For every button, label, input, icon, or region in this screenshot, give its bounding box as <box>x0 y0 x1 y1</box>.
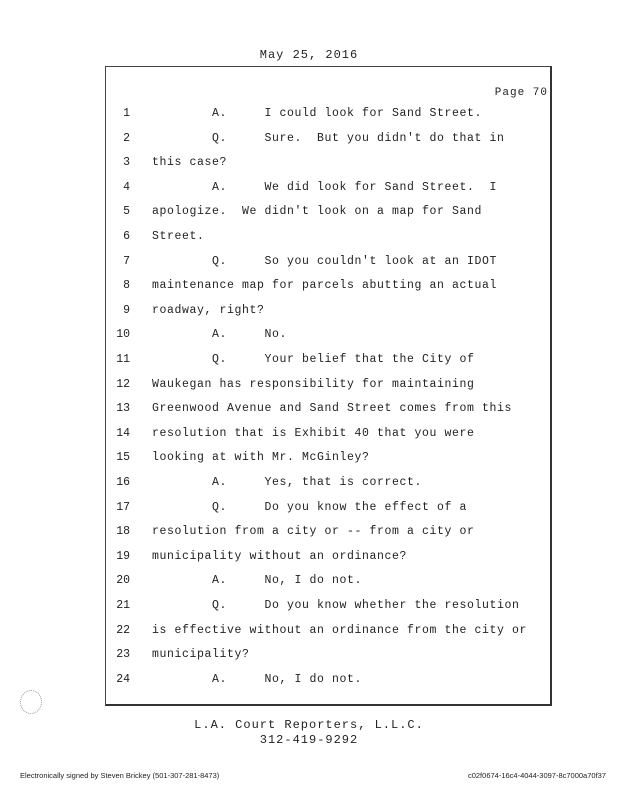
transcript-line <box>0 205 618 225</box>
transcript-line <box>0 230 618 250</box>
transcript-line <box>0 402 618 422</box>
transcript-line <box>0 525 618 545</box>
transcript-line <box>0 648 618 668</box>
transcript-line <box>0 255 618 275</box>
line-text: A. No. <box>152 328 288 342</box>
line-number: 10 <box>116 328 130 342</box>
line-number: 18 <box>116 525 130 539</box>
transcript-line <box>0 107 618 127</box>
line-number: 6 <box>123 230 130 243</box>
line-number: 22 <box>116 623 130 637</box>
transcript-line <box>0 132 618 152</box>
transcript-line <box>0 304 618 324</box>
line-text: roadway, right? <box>152 303 265 317</box>
line-number: 14 <box>116 426 130 440</box>
transcript-line <box>0 156 618 176</box>
transcript-line <box>0 673 618 693</box>
line-number: 17 <box>116 500 130 514</box>
line-number: 2 <box>123 131 130 145</box>
line-text: A. Yes, that is correct. <box>152 476 423 489</box>
line-text: A. I could look for Sand Street. <box>152 107 483 120</box>
line-text: Q. Sure. But you didn't do that in <box>152 131 505 145</box>
line-text: Street. <box>152 230 205 243</box>
line-number: 11 <box>116 353 130 366</box>
line-number: 23 <box>116 648 130 662</box>
line-number: 15 <box>116 451 130 465</box>
transcript-date: May 25, 2016 <box>259 48 359 62</box>
transcript-line <box>0 353 618 373</box>
transcript-line <box>0 279 618 299</box>
line-text: this case? <box>152 156 228 170</box>
line-text: looking at with Mr. McGinley? <box>152 451 370 465</box>
line-text: Waukegan has responsibility for maintaining <box>152 377 475 391</box>
line-text: maintenance map for parcels abutting an actual <box>152 279 498 293</box>
line-text: A. No, I do not. <box>152 574 363 588</box>
line-text: A. We did look for Sand Street. I <box>152 180 498 194</box>
court-reporter-name: L.A. Court Reporters, L.L.C. <box>194 718 424 732</box>
line-number: 16 <box>116 476 130 489</box>
transcript-line <box>0 574 618 594</box>
line-text: municipality without an ordinance? <box>152 549 408 563</box>
line-number: 4 <box>123 180 130 194</box>
line-number: 20 <box>116 574 130 588</box>
transcript-line <box>0 328 618 348</box>
line-number: 13 <box>116 402 130 416</box>
document-hash: c02f0674-16c4-4044-3097-8c7000a70f37 <box>467 771 606 780</box>
line-number: 5 <box>123 205 130 219</box>
transcript-line <box>0 181 618 201</box>
line-text: is effective without an ordinance from the city or <box>152 623 528 637</box>
line-text: Q. Do you know the effect of a <box>152 500 468 514</box>
line-text: Q. Do you know whether the resolution <box>152 599 520 612</box>
line-text: apologize. We didn't look on a map for Sand <box>152 205 483 219</box>
line-number: 24 <box>116 672 130 686</box>
line-number: 3 <box>123 156 130 170</box>
line-text: resolution from a city or -- from a city or <box>152 525 475 539</box>
transcript-line <box>0 378 618 398</box>
line-number: 9 <box>123 303 130 317</box>
line-number: 7 <box>123 254 130 268</box>
scan-artifact <box>20 690 42 714</box>
transcript-line <box>0 451 618 471</box>
transcript-line <box>0 427 618 447</box>
transcript-line <box>0 624 618 644</box>
line-text: resolution that is Exhibit 40 that you were <box>152 426 475 440</box>
line-text: municipality? <box>152 648 250 662</box>
line-text: Q. So you couldn't look at an IDOT <box>152 254 498 268</box>
transcript-line <box>0 599 618 619</box>
line-number: 1 <box>123 107 130 120</box>
line-text: Greenwood Avenue and Sand Street comes from this <box>152 402 513 416</box>
line-number: 19 <box>116 549 130 563</box>
electronic-signature: Electronically signed by Steven Brickey (501-307-281-8473) <box>20 771 220 780</box>
line-number: 8 <box>123 279 130 293</box>
line-text: Q. Your belief that the City of <box>152 353 475 366</box>
page-number: Page 70 <box>494 87 548 99</box>
transcript-line <box>0 476 618 496</box>
transcript-line <box>0 550 618 570</box>
transcript-line <box>0 501 618 521</box>
line-text: A. No, I do not. <box>152 672 363 686</box>
court-reporter-phone: 312-419-9292 <box>259 733 359 747</box>
line-number: 21 <box>116 599 130 612</box>
line-number: 12 <box>116 377 130 391</box>
